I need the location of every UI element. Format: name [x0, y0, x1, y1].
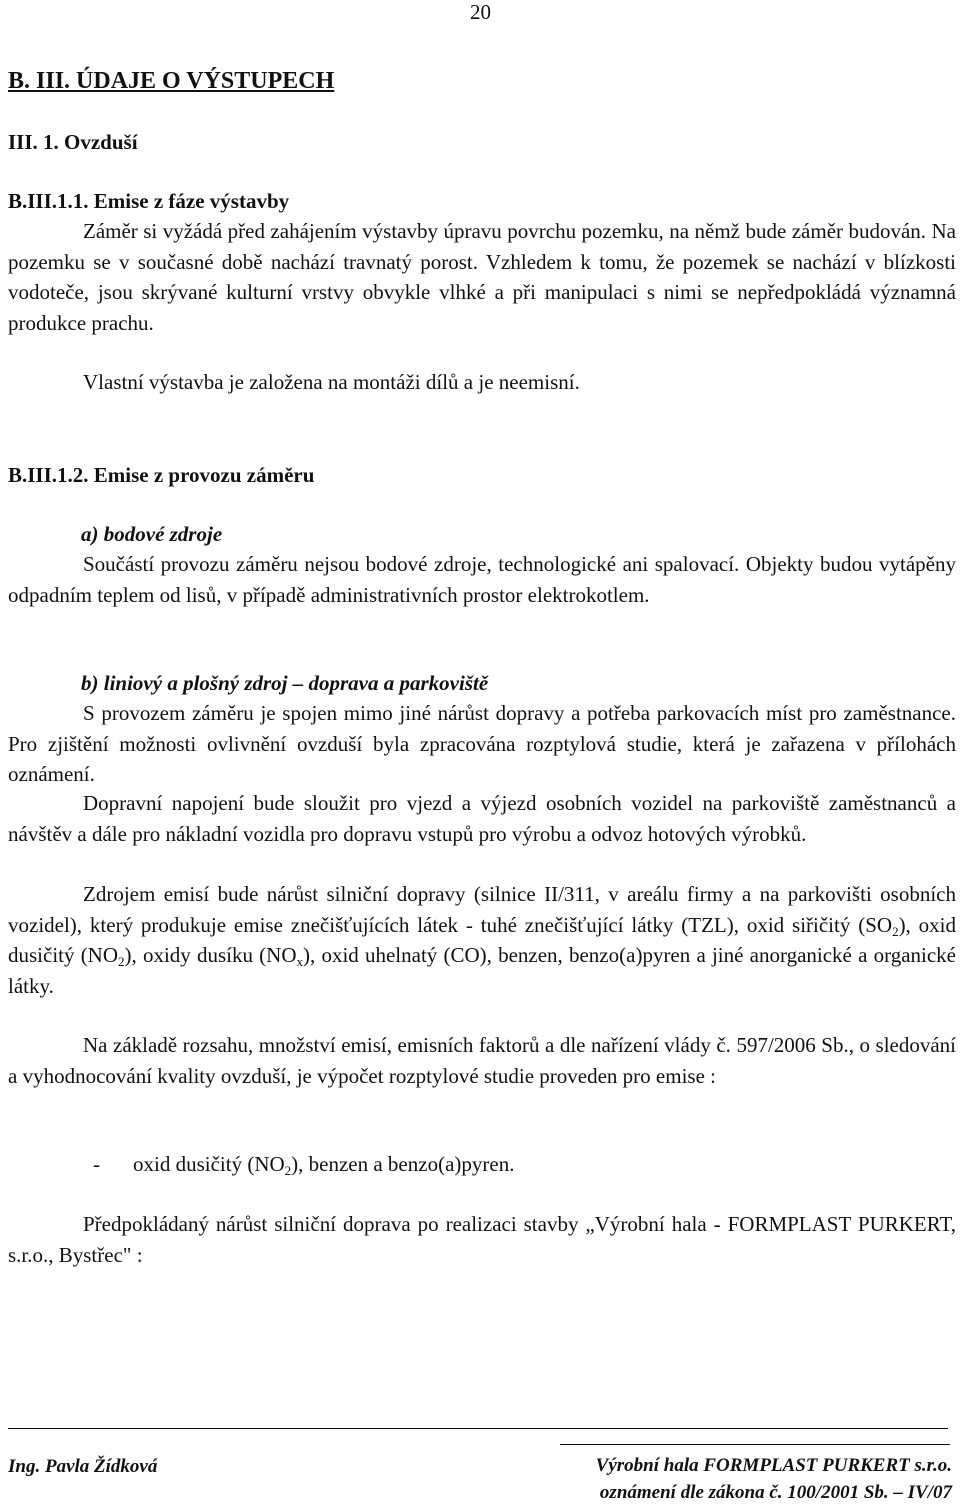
paragraph-construction-assembly: Vlastní výstavba je založena na montáži dílů a je neemisní.	[83, 370, 580, 394]
paragraph-point-sources: Součástí provozu záměru nejsou bodové zdroje, technologické ani spalovací. Objekty budou vytápěny odpadním teplem od lisů, v případě administrativních prostor elektrokotlem.	[8, 552, 956, 607]
page-number: 20	[470, 0, 491, 24]
subsection-heading-construction: B.III.1.1. Emise z fáze výstavby	[8, 189, 290, 213]
footer-notice: oznámení dle zákona č. 100/2001 Sb. – IV/07	[599, 1482, 952, 1503]
point-sources-heading: a) bodové zdroje	[81, 522, 223, 546]
paragraph-construction-site: Záměr si vyžádá před zahájením výstavby úpravu povrchu pozemku, na němž bude záměr budován. Na pozemku se v současné době nachází travnatý porost. Vzhledem k tomu, že pozemek se nachází v blízkosti vodoteče, jsou skrývané kulturní vrstvy obvykle vlhké a při manipulaci s nimi se nepředpokládá významná produkce prachu.	[8, 219, 956, 335]
bullet-no2-subscript: 2	[284, 1163, 292, 1178]
section-heading: III. 1. Ovzduší	[8, 130, 138, 154]
footer-rule	[8, 1428, 948, 1429]
footer-project: Výrobní hala FORMPLAST PURKERT s.r.o.	[595, 1455, 952, 1476]
paragraph-traffic-increase: S provozem záměru je spojen mimo jiné nárůst dopravy a potřeba parkovacích míst pro zaměstnance. Pro zjištění možnosti ovlivnění ovzduší byla zpracována rozptylová studie, která je zařazena v přílohách oznámení.	[8, 701, 956, 786]
subsection-heading-operation: B.III.1.2. Emise z provozu záměru	[8, 463, 315, 487]
paragraph-dispersion-study: Na základě rozsahu, množství emisí, emisních faktorů a dle nařízení vlády č. 597/2006 Sb., o sledování a vyhodnocování kvality ovzduší, je výpočet rozptylové studie proveden pro emise :	[8, 1033, 956, 1088]
footer-rule-short	[560, 1444, 950, 1445]
so2-subscript: 2	[892, 923, 899, 939]
paragraph-expected-traffic: Předpokládaný nárůst silniční doprava po realizaci stavby „Výrobní hala - FORMPLAST PURKERT, s.r.o., Bystřec" :	[8, 1212, 956, 1267]
paragraph-emission-sources: Zdrojem emisí bude nárůst silniční dopravy (silnice II/311, v areálu firmy a na parkovišti osobních vozidel), který produkuje emise znečišťujících látek - tuhé znečišťující látky (TZL), oxid siřičitý $(SO_2)$, oxid dusičitý $(NO_2)$, oxidy dusíku $(NO_x)$, oxid uhelnatý (CO), benzen, benzo(a)pyren a jiné anorganické a organické látky.	[8, 882, 957, 998]
paragraph-traffic-connection: Dopravní napojení bude sloužit pro vjezd a výjezd osobních vozidel na parkoviště zaměstnanců a návštěv a dále pro nákladní vozidla pro dopravu vstupů pro výrobu a odvoz hotových výrobků.	[8, 791, 956, 846]
line-area-sources-heading: b) liniový a plošný zdroj – doprava a parkoviště	[81, 671, 489, 695]
nox-subscript: x	[296, 954, 304, 969]
footer-author: Ing. Pavla Žídková	[8, 1456, 158, 1477]
no2-subscript: 2	[118, 954, 125, 969]
list-item: - oxid dusičitý $(NO_2)$, benzen a benzo(a)pyren.	[93, 1152, 515, 1178]
chapter-heading: B. III. ÚDAJE O VÝSTUPECH	[8, 68, 335, 94]
